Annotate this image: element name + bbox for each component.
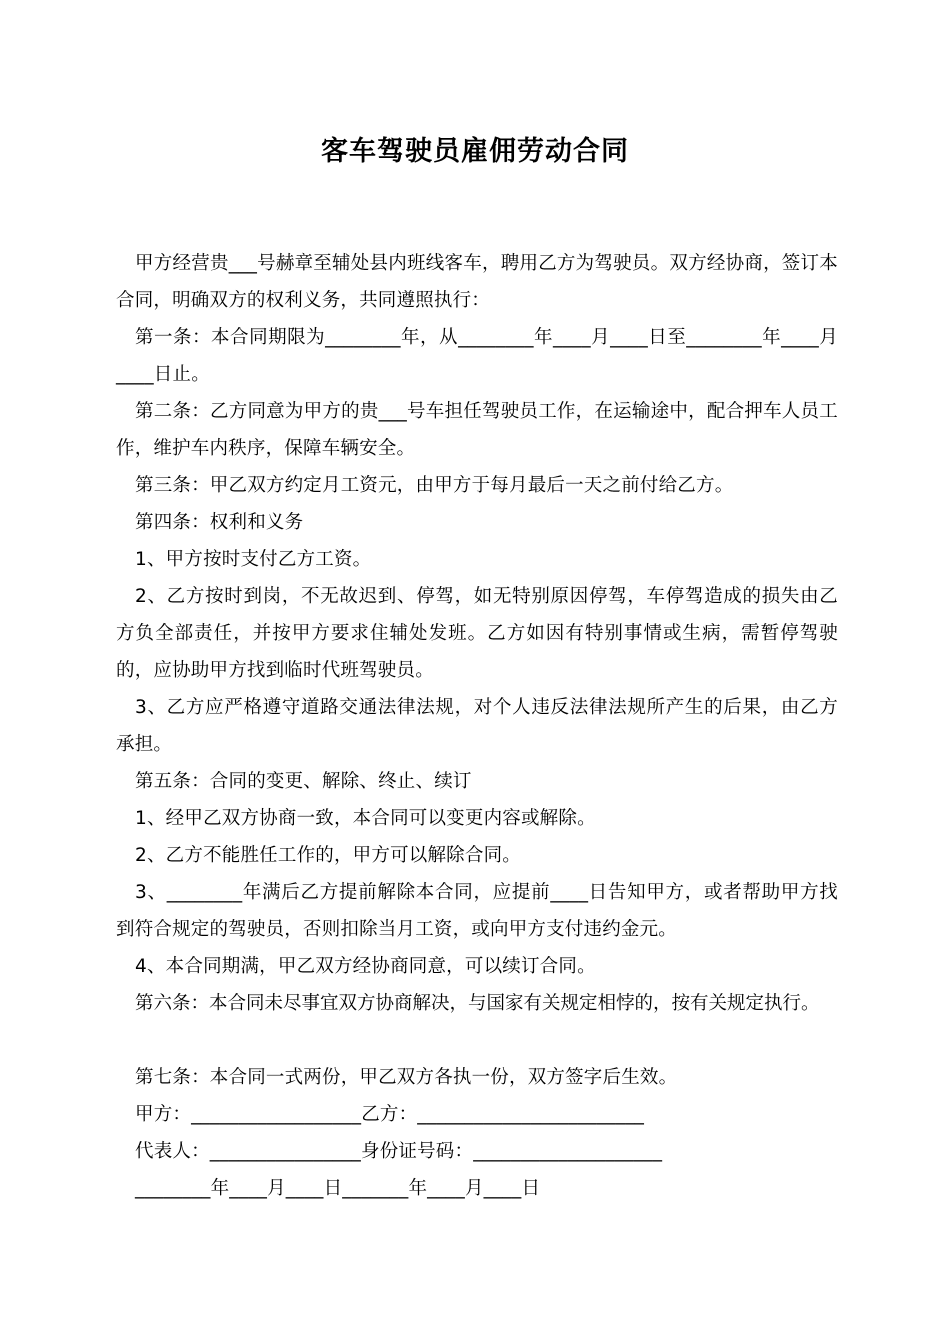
clause-4-item-1: 1、甲方按时支付乙方工资。 bbox=[135, 549, 372, 570]
clause-5-heading: 第五条：合同的变更、解除、终止、续订 bbox=[135, 771, 472, 792]
section-gap bbox=[116, 1022, 838, 1059]
clause-5-item-1: 1、经甲乙双方协商一致，本合同可以变更内容或解除。 bbox=[135, 808, 596, 829]
intro-paragraph: 甲方经营贵___号赫章至辅处县内班线客车，聘用乙方为驾驶员。双方经协商，签订本合同，明确双方的权利义务，共同遵照执行： bbox=[116, 253, 838, 311]
clause-3: 第三条：甲乙双方约定月工资元，由甲方于每月最后一天之前付给乙方。 bbox=[135, 475, 734, 496]
document-title: 客车驾驶员雇佣劳动合同 bbox=[321, 136, 629, 167]
signature-representative-line: 代表人：________________身份证号码：____________________ bbox=[135, 1141, 663, 1162]
clause-5-item-3: 3、________年满后乙方提前解除本合同，应提前____日告知甲方，或者帮助甲方找到符合规定的驾驶员，否则扣除当月工资，或向甲方支付违约金元。 bbox=[116, 882, 838, 940]
contract-body bbox=[116, 245, 838, 1207]
clause-6: 第六条：本合同未尽事宜双方协商解决，与国家有关规定相悖的，按有关规定执行。 bbox=[135, 993, 820, 1014]
clause-1: 第一条：本合同期限为________年，从________年____月____日至________年____月____日止。 bbox=[116, 327, 838, 385]
signature-parties-line: 甲方：__________________乙方：________________________ bbox=[135, 1104, 645, 1125]
clause-4-heading: 第四条：权利和义务 bbox=[135, 512, 304, 533]
clause-2: 第二条：乙方同意为甲方的贵___号车担任驾驶员工作，在运输途中，配合押车人员工作，维护车内秩序，保障车辆安全。 bbox=[116, 401, 838, 459]
clause-4-item-2: 2、乙方按时到岗，不无故迟到、停驾，如无特别原因停驾，车停驾造成的损失由乙方负全部责任，并按甲方要求住辅处发班。乙方如因有特别事情或生病，需暂停驾驶的，应协助甲方找到临时代班驾驶员。 bbox=[116, 586, 838, 681]
signature-date-line: ________年____月____日_______年____月____日 bbox=[135, 1178, 541, 1199]
clause-5-item-4: 4、本合同期满，甲乙双方经协商同意，可以续订合同。 bbox=[135, 956, 596, 977]
clause-7: 第七条：本合同一式两份，甲乙双方各执一份，双方签字后生效。 bbox=[135, 1067, 678, 1088]
clause-5-item-2: 2、乙方不能胜任工作的，甲方可以解除合同。 bbox=[135, 845, 521, 866]
clause-4-item-3: 3、乙方应严格遵守道路交通法律法规，对个人违反法律法规所产生的后果，由乙方承担。 bbox=[116, 697, 838, 755]
